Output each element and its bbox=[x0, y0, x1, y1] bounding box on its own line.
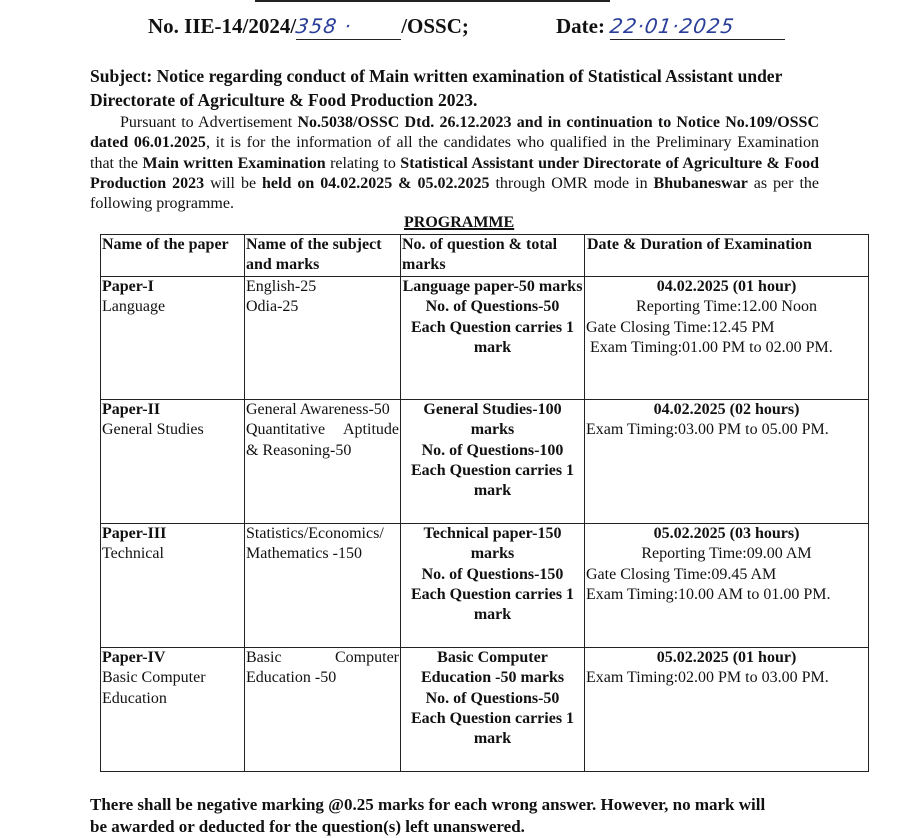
subject-cell bbox=[245, 400, 401, 524]
date-cell bbox=[585, 648, 869, 772]
table-row bbox=[101, 648, 869, 772]
paper-name: Basic Computer Education bbox=[102, 669, 206, 707]
body-text: Pursuant to Advertisement bbox=[120, 114, 298, 131]
body-text: relating to bbox=[325, 154, 401, 172]
body-bold: No.5038/OSSC Dtd. 26.12.2023 and in continuation to Notice No.109/OSSC dated 06.01.2025 bbox=[90, 114, 819, 152]
reference-suffix: /OSSC; bbox=[401, 14, 469, 38]
timing-line: Gate Closing Time:12.45 PM bbox=[586, 318, 775, 336]
subject-line: Odia-25 bbox=[246, 298, 299, 316]
timing-line: Exam Timing:10.00 AM to 01.00 PM. bbox=[586, 585, 831, 603]
subject-cell bbox=[245, 648, 401, 772]
reference-handwritten-field bbox=[296, 14, 401, 40]
body-bold: Main written Examination bbox=[142, 154, 326, 172]
subject-line: Basic Computer Education -50 bbox=[246, 649, 399, 687]
subject-line: Statistics/Economics/ Mathematics -150 bbox=[246, 525, 384, 563]
paper-name: Technical bbox=[102, 545, 164, 563]
footer-line-cut: be awarded or deducted for the question(s) left unanswered. bbox=[90, 817, 525, 836]
date-handwritten: 22·01·2025 bbox=[608, 14, 737, 38]
header-subject: Name of the subject and marks bbox=[245, 235, 401, 277]
questions-cell bbox=[401, 648, 585, 772]
date-cell bbox=[585, 400, 869, 524]
table-row bbox=[101, 400, 869, 524]
question-paper-marks: Basic Computer Education -50 marks bbox=[420, 649, 565, 687]
paper-cell bbox=[101, 400, 245, 524]
question-paper-marks: General Studies-100 marks bbox=[423, 401, 562, 439]
paper-number: Paper-I bbox=[102, 278, 154, 295]
body-text: through OMR mode in bbox=[489, 174, 654, 192]
paper-name: General Studies bbox=[102, 421, 204, 439]
paper-number: Paper-II bbox=[102, 401, 161, 418]
subject-cell bbox=[245, 524, 401, 648]
subject-line: General Awareness-50 bbox=[246, 401, 390, 418]
table-row bbox=[101, 277, 869, 400]
header-date: Date & Duration of Examination bbox=[585, 235, 869, 277]
date-handwritten-field bbox=[610, 14, 785, 40]
header-paper: Name of the paper bbox=[101, 235, 245, 277]
timing-line: Reporting Time:12.00 Noon bbox=[636, 298, 817, 316]
question-count: No. of Questions-150 bbox=[421, 565, 564, 583]
exam-date-duration: 05.02.2025 (03 hours) bbox=[653, 525, 800, 542]
question-paper-marks: Technical paper-150 marks bbox=[423, 525, 562, 563]
exam-date-duration: 05.02.2025 (01 hour) bbox=[656, 649, 797, 666]
body-bold: held on 04.02.2025 & 05.02.2025 bbox=[262, 174, 490, 192]
subject-line: Quantitative Aptitude & Reasoning-50 bbox=[246, 421, 399, 459]
footer-line: There shall be negative marking @0.25 marks for each wrong answer. However, no mark will bbox=[90, 795, 766, 814]
reference-prefix: No. IIE-14/2024/ bbox=[148, 14, 297, 38]
exam-date-duration: 04.02.2025 (02 hours) bbox=[653, 401, 800, 418]
paper-cell bbox=[101, 524, 245, 648]
table-header-row bbox=[101, 235, 869, 277]
paper-number: Paper-III bbox=[102, 525, 167, 542]
timing-line: Exam Timing:01.00 PM to 02.00 PM. bbox=[590, 338, 833, 356]
question-each-mark: Each Question carries 1 mark bbox=[410, 461, 575, 500]
timing-line: Gate Closing Time:09.45 AM bbox=[586, 565, 777, 583]
body-text: will be bbox=[204, 174, 263, 192]
negative-marking-note bbox=[90, 794, 830, 838]
exam-date-duration: 04.02.2025 (01 hour) bbox=[656, 278, 797, 295]
timing-line: Exam Timing:02.00 PM to 03.00 PM. bbox=[586, 669, 829, 687]
question-count: No. of Questions-50 bbox=[425, 689, 560, 707]
date-label: Date: bbox=[556, 14, 605, 38]
timing-line: Reporting Time:09.00 AM bbox=[641, 545, 812, 563]
reference-number bbox=[148, 14, 469, 40]
questions-cell bbox=[401, 400, 585, 524]
question-each-mark: Each Question carries 1 mark bbox=[410, 318, 575, 356]
subject-line: Subject: Notice regarding conduct of Main written examination of Statistical Assistant under Directorate of Agriculture & Food Production 2023. bbox=[90, 66, 783, 110]
body-bold: Bhubaneswar bbox=[653, 174, 748, 192]
question-each-mark: Each Question carries 1 mark bbox=[410, 585, 575, 624]
paper-name: Language bbox=[102, 298, 166, 316]
paper-cell bbox=[101, 648, 245, 772]
timing-line: Exam Timing:03.00 PM to 05.00 PM. bbox=[586, 421, 829, 439]
header-questions: No. of question & total marks bbox=[401, 235, 585, 277]
question-each-mark: Each Question carries 1 mark bbox=[410, 709, 575, 748]
top-rule bbox=[255, 0, 610, 2]
subject-line: English-25 bbox=[246, 278, 317, 295]
reference-handwritten: 358 · bbox=[294, 14, 354, 38]
question-paper-marks: Language paper-50 marks bbox=[402, 278, 583, 295]
notice-paragraph bbox=[90, 113, 819, 214]
paper-number: Paper-IV bbox=[102, 649, 166, 666]
question-count: No. of Questions-100 bbox=[421, 441, 564, 459]
date-block bbox=[556, 14, 785, 40]
programme-table bbox=[100, 234, 869, 772]
body-text: as per the following programme. bbox=[90, 174, 820, 213]
table-row bbox=[101, 524, 869, 648]
body-text: , it is for the information of all the candidates who qualified in the Preliminary Examination that the bbox=[90, 134, 819, 172]
date-cell bbox=[585, 524, 869, 648]
question-count: No. of Questions-50 bbox=[425, 298, 560, 316]
subject-cell bbox=[245, 277, 401, 400]
date-cell bbox=[585, 277, 869, 400]
programme-title: PROGRAMME bbox=[404, 214, 515, 231]
paper-cell bbox=[101, 277, 245, 400]
questions-cell bbox=[401, 277, 585, 400]
body-bold: Statistical Assistant under Directorate of Agriculture & Food Production 2023 bbox=[90, 154, 820, 192]
questions-cell bbox=[401, 524, 585, 648]
